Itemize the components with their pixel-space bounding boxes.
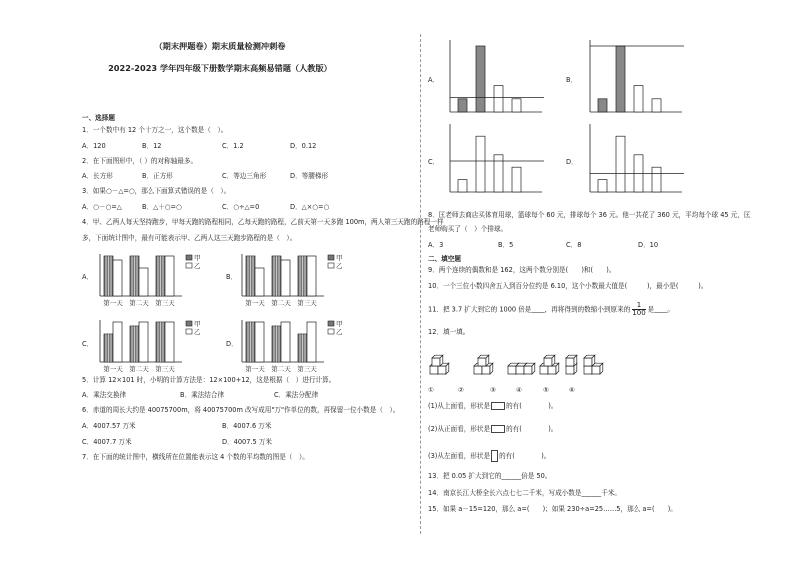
q1-opt-a: A．120: [82, 142, 106, 150]
bar-2: [476, 136, 485, 192]
cube-face: [430, 366, 438, 374]
q7-chart-d: [586, 124, 686, 196]
bar-1: [598, 99, 607, 112]
bar-2: [616, 136, 625, 192]
q11-text-b: 是____。: [647, 305, 675, 314]
q1-opt-b: B．12: [142, 142, 162, 150]
q4-line2: 多，下面统计图中，最有可能表示甲、乙两人这三天跑步路程的是（ ）。: [82, 234, 297, 242]
paper-title: （期末押题卷）期末质量检测冲刺卷: [154, 41, 286, 51]
day-label: 第二天: [129, 299, 149, 307]
q4-label-d: D．: [226, 340, 238, 348]
legend-swatch-乙: [186, 329, 192, 334]
cube-face: [432, 358, 440, 366]
q5-opt-c: C．乘法分配律: [274, 391, 319, 399]
legend-swatch-乙: [186, 263, 192, 268]
cube-face: [524, 366, 532, 374]
q11-denominator: 100: [632, 309, 646, 317]
bar-乙-1: [255, 322, 264, 362]
legend-label-乙: 乙: [194, 328, 201, 336]
q2-opt-a: A．长方形: [82, 172, 113, 180]
bar-4: [652, 99, 661, 112]
q3-opt-c: C．○÷△=0: [222, 203, 260, 211]
day-label: 第一天: [245, 365, 265, 373]
day-label: 第一天: [245, 299, 265, 307]
q5-opt-b: B．乘法结合律: [180, 391, 225, 399]
q4-chart-d: [236, 318, 346, 376]
section-fill: 二、填空题: [428, 255, 461, 263]
bar-1: [458, 180, 467, 192]
q2-opt-d: D．等腰梯形: [290, 172, 329, 180]
legend-swatch-甲: [186, 255, 192, 260]
cube-face: [474, 366, 482, 374]
q12-cube-figures: [428, 348, 598, 376]
q8-line1: 8．匡老师去商店买体育用球，篮球每个 60 元，排球每个 36 元。他一共花了 360 元，平均每个球 45 元，匡: [428, 211, 751, 219]
bar-4: [512, 99, 521, 112]
column-divider: [420, 34, 421, 534]
q6-opt-c: C．4007.7 万米: [82, 438, 132, 446]
bar-2: [476, 46, 485, 112]
cube-face: [482, 366, 490, 374]
bar-1: [458, 99, 467, 112]
legend-label-甲: 甲: [336, 320, 343, 328]
q12-1-shape-box: [491, 402, 505, 410]
bar-乙-2: [281, 260, 290, 296]
q8-opt-a: A．3: [428, 241, 444, 249]
day-label: 第三天: [297, 299, 317, 307]
q3: 3．如果○－△=○，那么下面算式错误的是（ ）。: [82, 187, 231, 195]
cube-face: [548, 366, 556, 374]
legend-label-甲: 甲: [336, 254, 343, 262]
q4-chart-c: [94, 318, 204, 376]
q12-1: [428, 402, 557, 410]
shape-label-6: ⑥: [569, 386, 575, 394]
day-label: 第三天: [155, 365, 175, 373]
legend-label-乙: 乙: [194, 262, 201, 270]
q13: 13．把 0.05 扩大到它的______倍是 50。: [428, 472, 552, 480]
q7-chart-b: [586, 40, 686, 116]
day-label: 第三天: [155, 299, 175, 307]
bar-乙-1: [113, 260, 122, 296]
day-label: 第二天: [129, 365, 149, 373]
section-choice: 一、选择题: [82, 114, 115, 122]
shape-label-2: ②: [458, 386, 464, 394]
bar-2: [616, 46, 625, 112]
bar-乙-3: [165, 256, 174, 296]
legend-swatch-乙: [328, 263, 334, 268]
q8-line2: 老师购买了（ ）个排球。: [428, 225, 508, 233]
q12-2: [428, 425, 557, 433]
q8-opt-c: C．8: [566, 241, 582, 249]
shape-label-3: ③: [490, 386, 496, 394]
cube-face: [478, 358, 486, 366]
q3-opt-b: B．△＋○=○: [142, 203, 182, 211]
q4-label-b: B．: [226, 273, 238, 281]
q12-1-text-a: (1)从上面看，形状是: [428, 402, 491, 410]
q7-chart-c: [446, 124, 546, 196]
q12-3-text-a: (3)从左面看，形状是: [428, 452, 491, 460]
legend-swatch-甲: [328, 255, 334, 260]
legend-label-乙: 乙: [336, 328, 343, 336]
bar-乙-2: [139, 268, 148, 296]
q4-line1: 4．甲、乙两人每天坚持跑步，甲每天跑的路程相同，乙每天跑的路程，乙前天第一天多跑 100m，两人第三天跑的路程一样: [82, 218, 444, 226]
q2-opt-c: C．等边三角形: [222, 172, 267, 180]
paper-subtitle: 2022-2023 学年四年级下册数学期末高频易错题（人教版）: [108, 63, 332, 73]
cube-face: [566, 358, 574, 366]
bar-4: [652, 167, 661, 192]
q12: 12．填一填。: [428, 328, 470, 336]
shape-label-4: ④: [516, 386, 522, 394]
q7-label-b: B．: [566, 76, 578, 84]
q12-3-text-b: 的有( )。: [499, 452, 551, 460]
bar-4: [512, 167, 521, 192]
q7-label-d: D．: [566, 158, 578, 166]
q6: 6．赤道的周长大约是 40075700m，将 40075700m 改写成用"万"作单位的数，再保留一位小数是（ ）。: [82, 406, 400, 414]
q11-fraction: [632, 302, 645, 317]
q7: 7．在下面的统计图中，横线所在位置能表示这 4 个数的平均数的图是（ ）。: [82, 453, 309, 461]
q3-opt-d: D．△×○=○: [290, 203, 330, 211]
q9: 9．两个连续的偶数和是 162，这两个数分别是( )和( )。: [428, 266, 616, 274]
q4-chart-b: [236, 252, 346, 310]
q8-opt-b: B．5: [498, 241, 514, 249]
q6-opt-d: D．4007.5 万米: [222, 438, 273, 446]
q11-text-a: 11．把 3.7 扩大到它的 1000 倍是____，再将得到的数缩小到原来的: [428, 305, 631, 314]
q1-opt-c: C．1.2: [222, 142, 244, 150]
q5-opt-a: A．乘法交换律: [82, 391, 127, 399]
q5: 5．计算 12×101 时，小明的计算方法是：12×100+12，这是根据（ ）进行计算。: [82, 376, 336, 384]
cube-face: [584, 366, 592, 374]
q7-label-c: C．: [428, 158, 440, 166]
cube-face: [566, 366, 574, 374]
bar-乙-1: [113, 322, 122, 362]
q11: [428, 302, 674, 317]
q10: 10．一个三位小数四舍五入到百分位约是 6.10，这个小数最大值是( )，最小是( )。: [428, 282, 708, 290]
legend-label-乙: 乙: [336, 262, 343, 270]
cube-face: [544, 358, 552, 366]
q7-label-a: A．: [428, 76, 440, 84]
legend-swatch-甲: [186, 321, 192, 326]
bar-3: [494, 155, 503, 192]
cube-face: [584, 358, 592, 366]
q4-label-a: A．: [82, 273, 94, 281]
cube-face: [540, 366, 548, 374]
legend-label-甲: 甲: [194, 254, 201, 262]
legend-label-甲: 甲: [194, 320, 201, 328]
q12-1-text-b: 的有( )。: [506, 402, 558, 410]
day-label: 第一天: [103, 365, 123, 373]
q14: 14．南京长江大桥全长六点七七二千米，写成小数是______千米。: [428, 489, 622, 497]
q1-opt-d: D．0.12: [290, 142, 317, 150]
bar-3: [634, 86, 643, 112]
bar-3: [494, 86, 503, 112]
cube-face: [508, 366, 516, 374]
day-label: 第二天: [271, 365, 291, 373]
bar-乙-2: [139, 322, 148, 362]
bar-乙-3: [307, 322, 316, 362]
q6-opt-a: A．4007.57 万米: [82, 422, 136, 430]
q12-2-text-a: (2)从正面看，形状是: [428, 425, 491, 433]
legend-swatch-甲: [328, 321, 334, 326]
bar-乙-3: [307, 256, 316, 296]
q3-opt-a: A．○－○=△: [82, 203, 122, 211]
cube-face: [438, 366, 446, 374]
q11-numerator: 1: [632, 302, 645, 310]
shape-label-1: ①: [428, 386, 434, 394]
shape-label-5: ⑤: [543, 386, 549, 394]
q7-chart-a: [446, 40, 546, 116]
q8-opt-d: D．10: [638, 241, 659, 249]
q4-label-c: C．: [82, 340, 94, 348]
legend-swatch-乙: [328, 329, 334, 334]
day-label: 第三天: [297, 365, 317, 373]
q12-3: [428, 450, 550, 462]
q12-3-shape-box: [491, 450, 498, 462]
day-label: 第一天: [103, 299, 123, 307]
q2-opt-b: B．正方形: [142, 172, 173, 180]
bar-乙-1: [255, 268, 264, 296]
q12-2-shape-box: [491, 425, 505, 433]
q1: 1．一个数中有 12 个十万之一，这个数是（ ）。: [82, 126, 228, 134]
cube-face: [516, 366, 524, 374]
q4-chart-a: [94, 252, 204, 310]
q15: 15．如果 a－15=120，那么 a=( )；如果 230÷a=25……5，那么 a=( )。: [428, 505, 677, 513]
q6-opt-b: B．4007.6 万米: [222, 422, 272, 430]
cube-face: [592, 366, 600, 374]
q2: 2．在下面图形中，（ ）的对称轴最多。: [82, 157, 198, 165]
bar-1: [598, 180, 607, 192]
day-label: 第二天: [271, 299, 291, 307]
bar-乙-2: [281, 322, 290, 362]
bar-乙-3: [165, 322, 174, 362]
q12-2-text-b: 的有( )。: [506, 425, 558, 433]
